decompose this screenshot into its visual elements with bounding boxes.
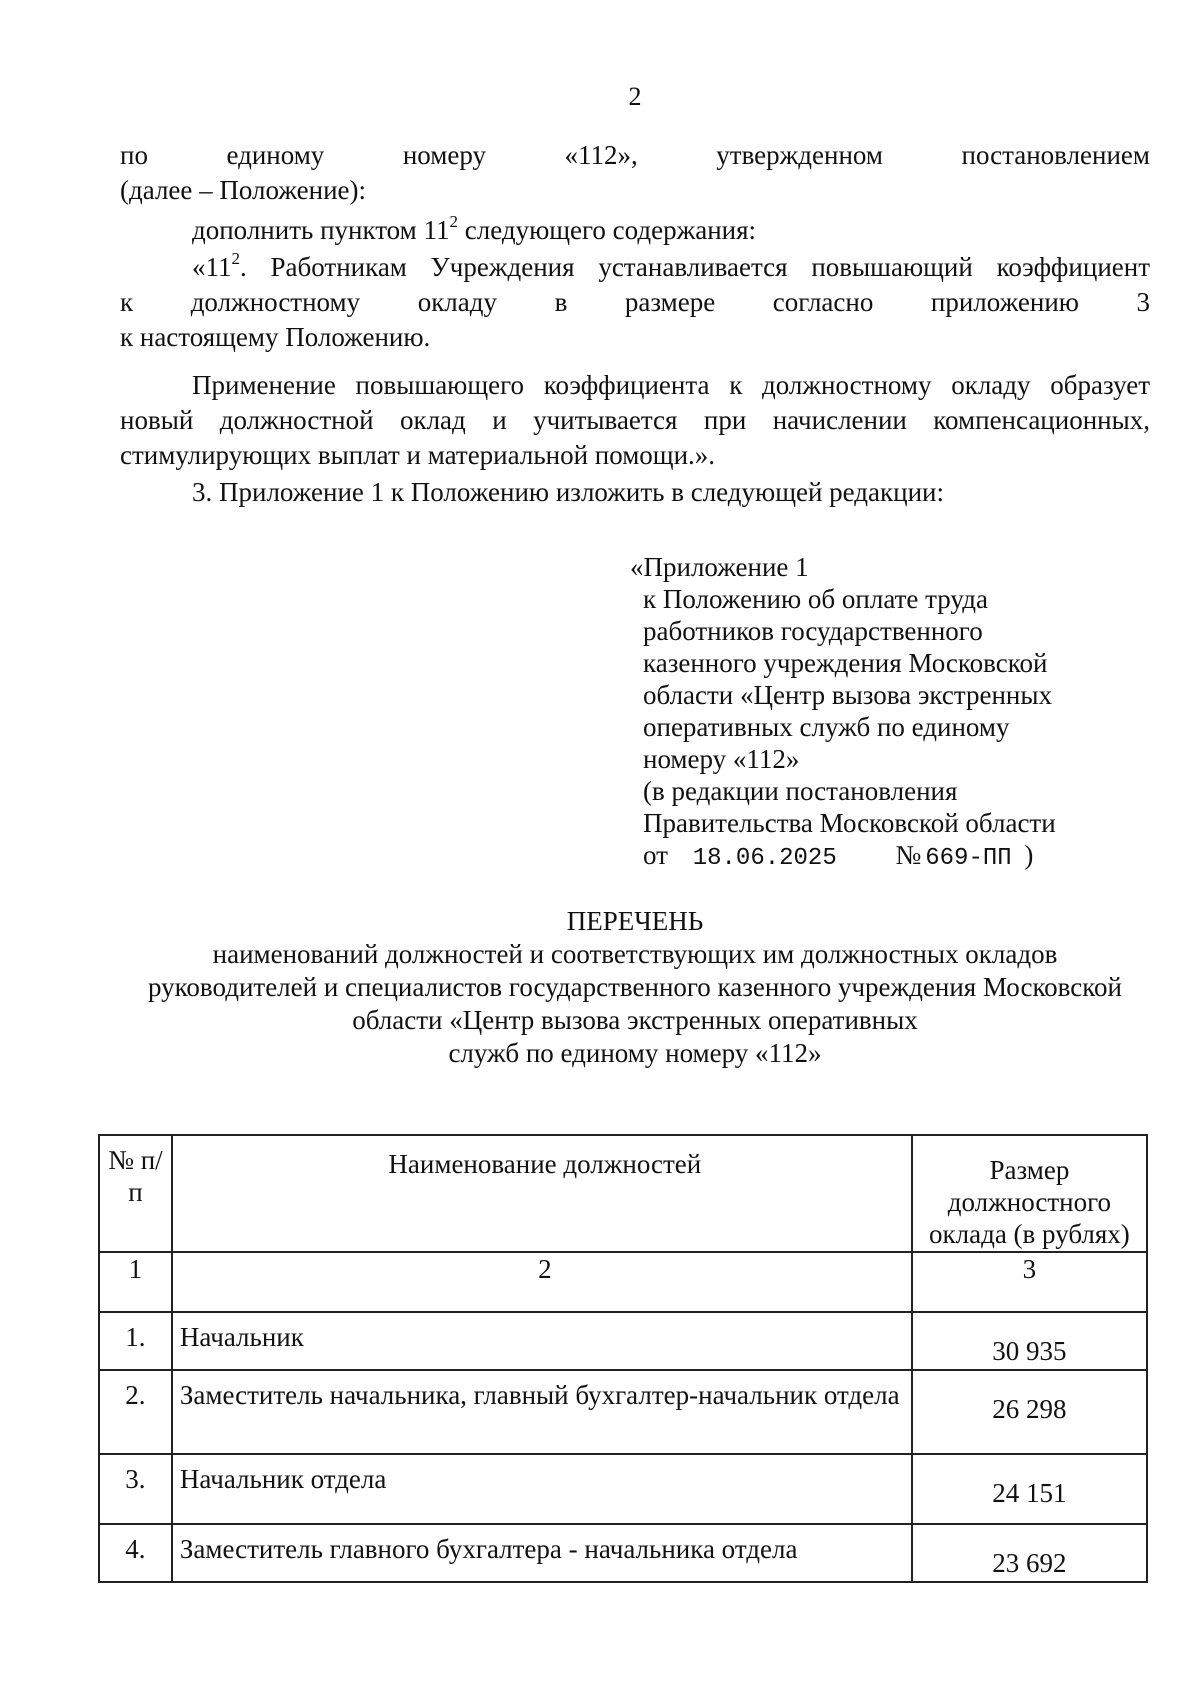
list-title xyxy=(100,905,1170,1070)
table-row xyxy=(99,1370,1147,1454)
table-row xyxy=(99,1454,1147,1524)
column-number-row xyxy=(99,1252,1147,1312)
quote-line-1: «$11^2$. Работникам Учреждения устанавливается повышающий коэффициент xyxy=(192,249,1150,282)
item-3-line: 3. Приложение 1 к Положению изложить в следующей редакции: xyxy=(192,477,944,507)
header-num: № п/п xyxy=(99,1135,172,1252)
annex-line: работников государственного xyxy=(643,616,983,646)
annex-reference xyxy=(630,551,1150,875)
column-number: 3 xyxy=(912,1252,1147,1312)
header-name: Наименование должностей xyxy=(172,1135,912,1252)
annex-line: к Положению об оплате труда xyxy=(643,584,988,614)
table-row xyxy=(99,1524,1147,1582)
annex-line: казенного учреждения Московской xyxy=(643,648,1048,678)
row-salary: 30 935 xyxy=(912,1312,1147,1370)
quote-paragraph xyxy=(120,250,1150,355)
list-subtitle-line: области «Центр вызова экстренных оперативных xyxy=(352,1005,918,1035)
table-row xyxy=(99,1312,1147,1370)
list-subtitle-line: руководителей и специалистов государственного казенного учреждения Московской xyxy=(148,972,1122,1002)
intro-line-2: (далее – Положение): xyxy=(120,175,366,205)
table-header-row xyxy=(99,1135,1147,1252)
list-heading: ПЕРЕЧЕНЬ xyxy=(566,906,704,936)
row-num: 3. xyxy=(99,1454,172,1524)
decree-number: 669-ПП xyxy=(925,845,1012,872)
intro-paragraph xyxy=(120,138,1150,208)
annex-line: Правительства Московской области xyxy=(643,808,1056,838)
row-position: Начальник отдела xyxy=(172,1454,912,1524)
row-salary: 23 692 xyxy=(912,1524,1147,1582)
decree-date: 18.06.2025 xyxy=(692,845,837,872)
row-salary: 26 298 xyxy=(912,1370,1147,1454)
quote-line-2: к должностному окладу в размере согласно приложению 3 xyxy=(120,287,1151,317)
annex-line: номеру «112» xyxy=(643,744,800,774)
row-position: Заместитель главного бухгалтера - начальника отдела xyxy=(172,1524,912,1582)
annex-line: области «Центр вызова экстренных xyxy=(643,680,1053,710)
page-number: 2 xyxy=(628,82,642,111)
salary-table xyxy=(98,1134,1148,1583)
coefficient-paragraph: Применение повышающего коэффициента к должностному окладу образует новый должностной оклад и учитывается при начислении компенсационных, стимулирующих выплат и материальной помощи.». xyxy=(120,370,1150,470)
column-number: 2 xyxy=(172,1252,912,1312)
row-position: Начальник xyxy=(172,1312,912,1370)
quote-line-3: к настоящему Положению. xyxy=(120,322,431,352)
intro-line-1: по единому номеру «112», утвержденном постановлением xyxy=(120,140,1151,170)
row-num: 1. xyxy=(99,1312,172,1370)
row-num: 2. xyxy=(99,1370,172,1454)
column-number: 1 xyxy=(99,1252,172,1312)
row-num: 4. xyxy=(99,1524,172,1582)
row-salary: 24 151 xyxy=(912,1454,1147,1524)
list-subtitle-line: служб по единому номеру «112» xyxy=(448,1038,822,1068)
annex-line: оперативных служб по единому xyxy=(643,712,1010,742)
list-subtitle-line: наименований должностей и соответствующих им должностных окладов xyxy=(212,939,1058,969)
annex-line: (в редакции постановления xyxy=(643,776,958,806)
annex-line: «Приложение 1 xyxy=(630,552,809,582)
header-salary: Размер должностного оклада (в рублях) xyxy=(912,1135,1147,1252)
annex-date-line: от 18.06.2025 № 669-ПП ) xyxy=(643,840,1034,872)
add-item-line: дополнить пунктом $11^2$ следующего содержания: xyxy=(192,212,757,245)
row-position: Заместитель начальника, главный бухгалтер-начальник отдела xyxy=(172,1370,912,1454)
